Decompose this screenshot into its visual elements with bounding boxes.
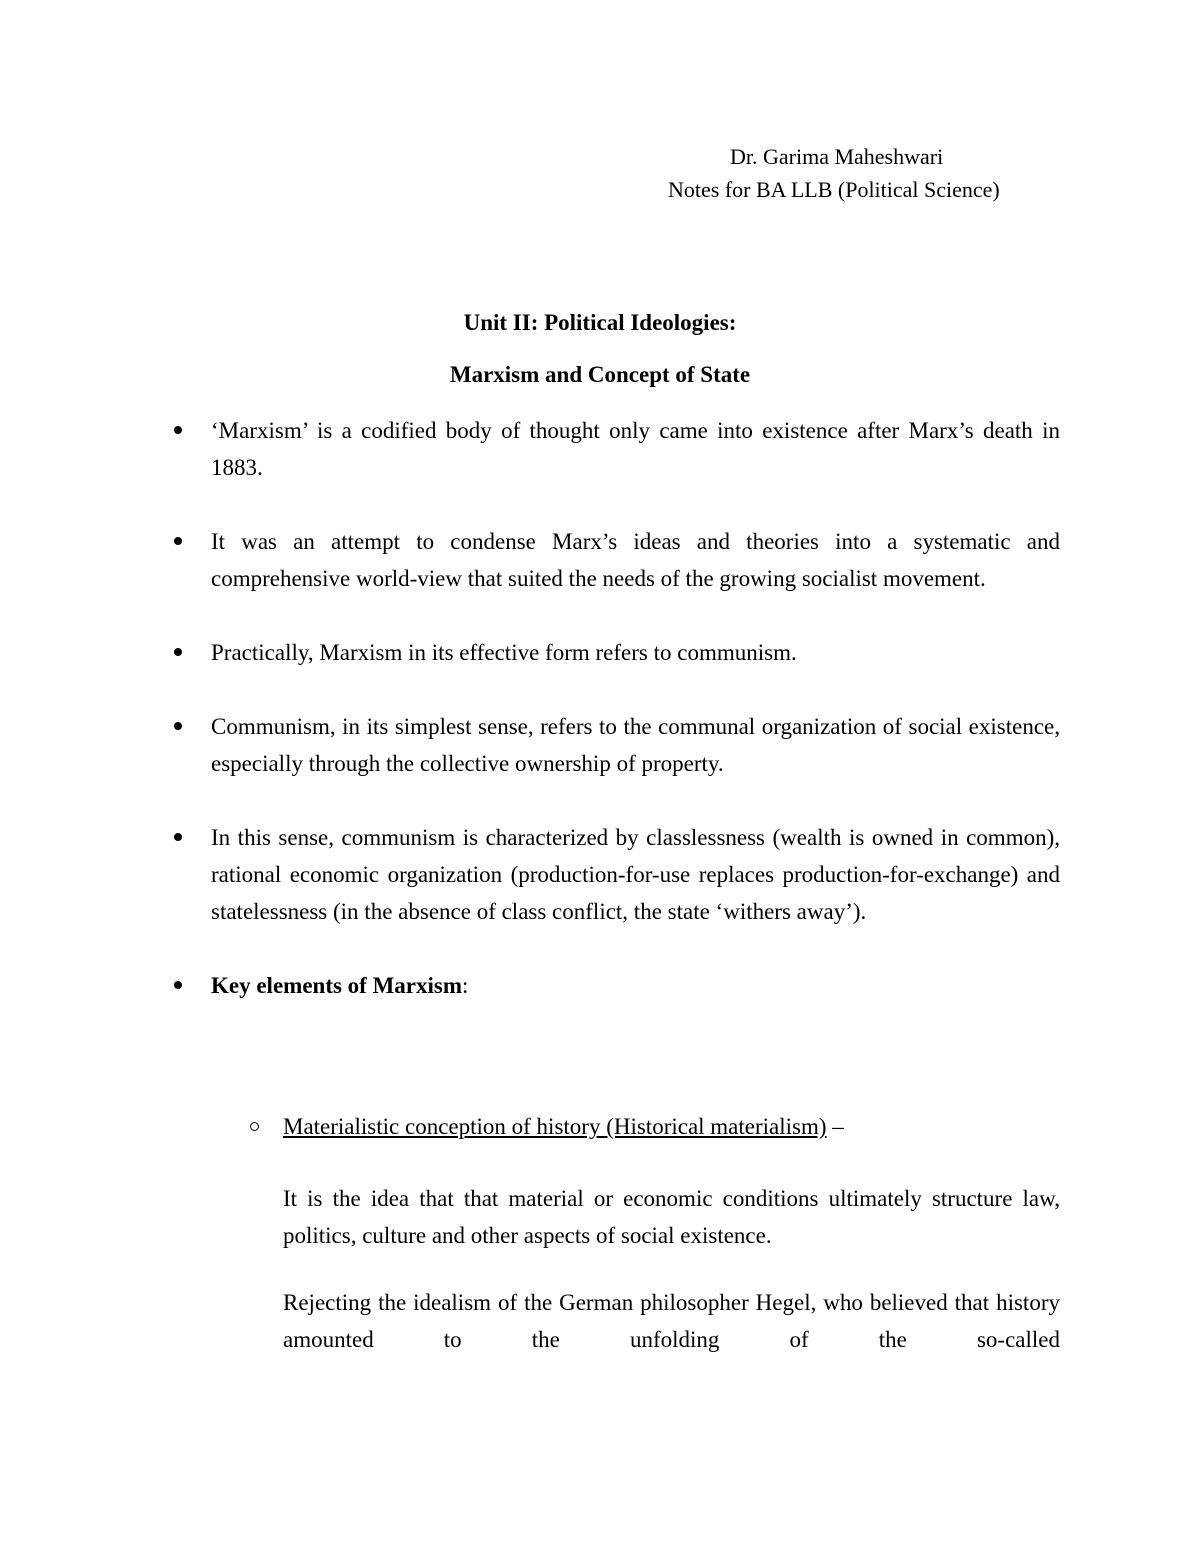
document-header — [668, 140, 1000, 206]
bullet-dot-icon — [174, 833, 182, 841]
bullet-dot-icon — [174, 722, 182, 730]
key-elements-item — [168, 967, 1060, 1004]
unit-title: Unit II: Political Ideologies: — [463, 310, 737, 335]
hollow-circle-bullet-icon — [250, 1122, 259, 1131]
sub-item-paragraph: Rejecting the idealism of the German philosopher Hegel, who believed that history amounted to the unfolding of the so-called — [283, 1290, 1060, 1352]
bullet-item — [168, 819, 1060, 930]
bullet-text: Communism, in its simplest sense, refers to the communal organization of social existence, especially through the collective ownership of property. — [211, 714, 1060, 776]
sub-item-heading — [246, 1108, 1060, 1145]
bullet-text: In this sense, communism is characterized by classlessness (wealth is owned in common), rational economic organization (production-for-use replaces production-for-exchange) and statelessness (in the absence of class conflict, the state ‘withers away’). — [211, 825, 1060, 924]
sub-item-paragraph: It is the idea that that material or economic conditions ultimately structure law, politics, culture and other aspects of social existence. — [283, 1186, 1060, 1248]
bullet-text: Practically, Marxism in its effective form refers to communism. — [211, 640, 797, 665]
course-line: Notes for BA LLB (Political Science) — [668, 177, 1000, 202]
topic-title: Marxism and Concept of State — [449, 362, 751, 387]
bullet-text: ‘Marxism’ is a codified body of thought only came into existence after Marx’s death in 1883. — [211, 418, 1060, 480]
bullet-item — [168, 708, 1060, 782]
bullet-dot-icon — [174, 426, 182, 434]
bullet-item — [168, 412, 1060, 486]
bullet-item — [168, 634, 1060, 671]
author-name: Dr. Garima Maheshwari — [730, 144, 944, 169]
bullet-text: It was an attempt to condense Marx’s ideas and theories into a systematic and comprehensive world-view that suited the needs of the growing socialist movement. — [211, 529, 1060, 591]
key-elements-label: Key elements of Marxism — [211, 973, 463, 998]
sub-item-title: Materialistic conception of history (Historical materialism) — [283, 1114, 827, 1139]
bullet-dot-icon — [174, 537, 182, 545]
sub-item — [246, 1108, 1060, 1358]
bullet-dot-icon — [174, 648, 182, 656]
bullet-item — [168, 523, 1060, 597]
bullet-dot-icon — [174, 981, 182, 989]
sub-item-dash: – — [826, 1114, 844, 1139]
bullet-list — [168, 412, 1060, 1041]
key-elements-colon: : — [462, 973, 469, 998]
